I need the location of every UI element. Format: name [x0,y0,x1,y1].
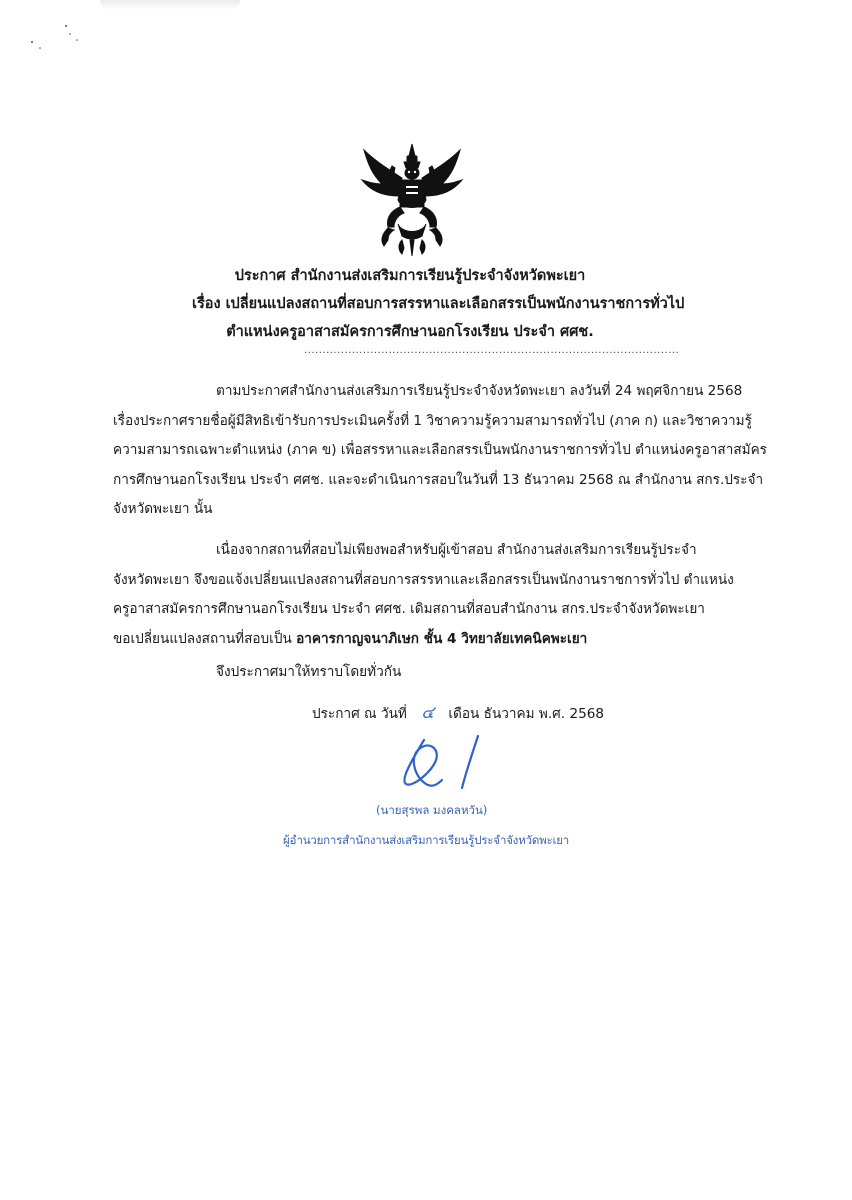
announcement-title [120,262,700,346]
date-day: ๔ [421,703,435,723]
garuda-emblem-icon [352,140,472,260]
paragraph-1-line: ความสามารถเฉพาะตำแหน่ง (ภาค ข) เพื่อสรรหาและเลือกสรรเป็นพนักงานราชการทั่วไป ตำแหน่งครูอาสาสมัคร [113,442,767,459]
title-line-3: ตำแหน่งครูอาสาสมัครการศึกษานอกโรงเรียน ประจำ ศศช. [226,324,594,340]
scan-specks [22,18,92,58]
title-separator: ...................................................................................................... [304,345,680,356]
paragraph-1-line: จังหวัดพะเยา นั้น [113,501,213,518]
title-line-2: เรื่อง เปลี่ยนแปลงสถานที่สอบการสรรหาและเลือกสรรเป็นพนักงานราชการทั่วไป [192,296,685,312]
paragraph-1-line: การศึกษานอกโรงเรียน ประจำ ศศช. และจะดำเนินการสอบในวันที่ 13 ธันวาคม 2568 ณ สำนักงาน สกร.ประจำ [113,471,764,488]
date-prefix: ประกาศ ณ วันที่ [312,706,407,722]
date-suffix: เดือน ธันวาคม พ.ศ. 2568 [448,706,605,722]
paragraph-2-line: จังหวัดพะเยา จึงขอแจ้งเปลี่ยนแปลงสถานที่สอบการสรรหาและเลือกสรรเป็นพนักงานราชการทั่วไป ตำแหน่ง [113,571,734,588]
paragraph-1 [113,377,779,525]
new-venue-intro: ขอเปลี่ยนแปลงสถานที่สอบเป็น [113,630,292,647]
new-venue: อาคารกาญจนาภิเษก ชั้น 4 วิทยาลัยเทคนิคพะเยา [296,630,588,647]
closing-statement: จึงประกาศมาให้ทราบโดยทั่วกัน [216,664,402,680]
paragraph-2-line: ครูอาสาสมัครการศึกษานอกโรงเรียน ประจำ ศศช. เดิมสถานที่สอบสำนักงาน สกร.ประจำจังหวัดพะเยา [113,601,705,618]
paragraph-1-line: ตามประกาศสำนักงานส่งเสริมการเรียนรู้ประจำจังหวัดพะเยา ลงวันที่ 24 พฤศจิกายน 2568 [216,383,743,399]
paragraph-2-line: เนื่องจากสถานที่สอบไม่เพียงพอสำหรับผู้เข้าสอบ สำนักงานส่งเสริมการเรียนรู้ประจำ [216,542,697,558]
signer-position: ผู้อำนวยการสำนักงานส่งเสริมการเรียนรู้ประจำจังหวัดพะเยา [283,833,570,847]
paragraph-2-line-4 [113,625,779,655]
title-line-1: ประกาศ สำนักงานส่งเสริมการเรียนรู้ประจำจังหวัดพะเยา [234,268,586,284]
scan-shadow [100,0,240,10]
paragraph-1-line: เรื่องประกาศรายชื่อผู้มีสิทธิเข้ารับการประเมินครั้งที่ 1 วิชาความรู้ความสามารถทั่วไป (ภาค ก) และวิชาความรู้ [113,412,752,429]
paragraph-2 [113,536,779,654]
announcement-date [312,699,604,726]
signer-name: (นายสุรพล มงคลหวัน) [376,803,488,817]
signature-icon [392,732,512,802]
